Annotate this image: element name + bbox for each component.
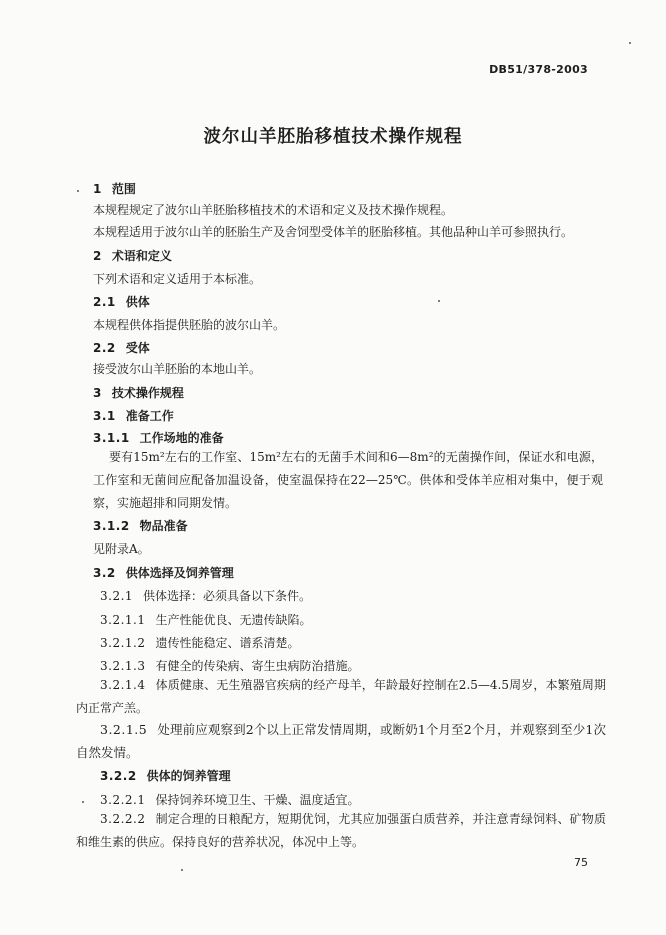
- section-number: 1: [93, 182, 102, 196]
- clause-number: 3.2.2.1: [100, 793, 146, 807]
- clause-number: 3.2.1: [100, 589, 134, 603]
- paragraph: 本规程供体指提供胚胎的波尔山羊。: [93, 318, 286, 332]
- paragraph: 下列术语和定义适用于本标准。: [93, 272, 262, 286]
- section-2-1-heading: [93, 294, 603, 310]
- page-title: 波尔山羊胚胎移植技术操作规程: [203, 127, 463, 147]
- section-number: 3.2.2: [100, 769, 137, 783]
- section-title: 供体的饲养管理: [146, 769, 231, 783]
- section-3-heading: [93, 385, 603, 401]
- clause-3-2-1-3: [100, 658, 610, 674]
- section-number: 3.1: [93, 409, 116, 423]
- section-3-2-heading: [93, 565, 603, 581]
- clause-3-2-2-1: [100, 792, 610, 808]
- section-2-2-heading: [93, 340, 603, 356]
- section-number: 3: [93, 386, 102, 400]
- section-title: 供体: [125, 295, 150, 309]
- clause-3-2-1: [100, 588, 610, 604]
- clause-text: 保持饲养环境卫生、干燥、温度适宜。: [155, 793, 360, 807]
- section-number: 3.1.1: [93, 431, 130, 445]
- section-title: 物品准备: [139, 519, 188, 533]
- section-number: 3.2: [93, 566, 116, 580]
- scan-speck: [438, 300, 440, 302]
- paragraph: 本规程适用于波尔山羊的胚胎生产及舍饲型受体羊的胚胎移植。其他品种山羊可参照执行。: [93, 225, 574, 239]
- clause-number: 3.2.1.5: [100, 722, 148, 737]
- section-3-1-heading: [93, 408, 603, 424]
- scan-speck: [77, 190, 79, 192]
- clause-3-2-1-4: [76, 674, 606, 720]
- section-title: 术语和定义: [111, 249, 172, 263]
- section-title: 工作场地的准备: [139, 431, 224, 445]
- scan-speck: [82, 801, 84, 803]
- paragraph: 要有15m²左右的工作室、15m²左右的无菌手术间和6—8m²的无菌操作间，保证水和电源，工作室和无菌间应配备加温设备，使室温保持在22—25℃。供体和受体羊应相对集中，便于观察，实施超排和同期发情。: [93, 450, 603, 510]
- clause-text: 遗传性能稳定、谱系清楚。: [155, 636, 300, 650]
- section-2-heading: [93, 248, 603, 264]
- clause-3-2-1-1: [100, 612, 610, 628]
- section-3-1-2-heading: [93, 518, 603, 534]
- clause-number: 3.2.2.2: [100, 812, 146, 826]
- clause-number: 3.2.1.1: [100, 613, 146, 627]
- section-title: 范围: [111, 182, 136, 196]
- scan-speck: [181, 869, 183, 871]
- page-number: 75: [574, 856, 588, 869]
- section-number: 3.1.2: [93, 519, 130, 533]
- section-3-1-1-heading: [93, 430, 603, 446]
- clause-number: 3.2.1.3: [100, 659, 146, 673]
- paragraph: 见附录A。: [93, 542, 150, 556]
- section-number: 2: [93, 249, 102, 263]
- scan-speck: [629, 42, 631, 44]
- section-title: 准备工作: [125, 409, 174, 423]
- clause-text: 处理前应观察到2个以上正常发情周期，或断奶1个月至2个月，并观察到至少1次自然发情。: [76, 722, 606, 760]
- clause-text: 生产性能优良、无遗传缺陷。: [155, 613, 312, 627]
- clause-3-2-1-5: [76, 718, 606, 764]
- clause-text: 体质健康、无生殖器官疾病的经产母羊，年龄最好控制在2.5—4.5周岁，本繁殖周期内正常产羔。: [76, 678, 606, 715]
- clause-number: 3.2.1.2: [100, 636, 146, 650]
- paragraph: 本规程规定了波尔山羊胚胎移植技术的术语和定义及技术操作规程。: [93, 203, 454, 217]
- section-3-2-2-heading: [100, 768, 610, 784]
- section-number: 2.1: [93, 295, 116, 309]
- clause-number: 3.2.1.4: [100, 678, 146, 692]
- section-number: 2.2: [93, 341, 116, 355]
- section-title: 供体选择及饲养管理: [125, 566, 234, 580]
- standard-code: DB51/378-2003: [489, 63, 588, 76]
- clause-text: 供体选择：必须具备以下条件。: [143, 589, 312, 603]
- section-1-heading: [93, 181, 603, 197]
- clause-3-2-1-2: [100, 635, 610, 651]
- section-title: 技术操作规程: [111, 386, 184, 400]
- section-title: 受体: [125, 341, 150, 355]
- clause-3-2-2-2: [76, 808, 606, 854]
- clause-text: 有健全的传染病、寄生虫病防治措施。: [155, 659, 360, 673]
- paragraph: 接受波尔山羊胚胎的本地山羊。: [93, 362, 262, 376]
- clause-text: 制定合理的日粮配方，短期优饲，尤其应加强蛋白质营养，并注意青绿饲料、矿物质和维生素的供应。保持良好的营养状况，体况中上等。: [76, 812, 606, 849]
